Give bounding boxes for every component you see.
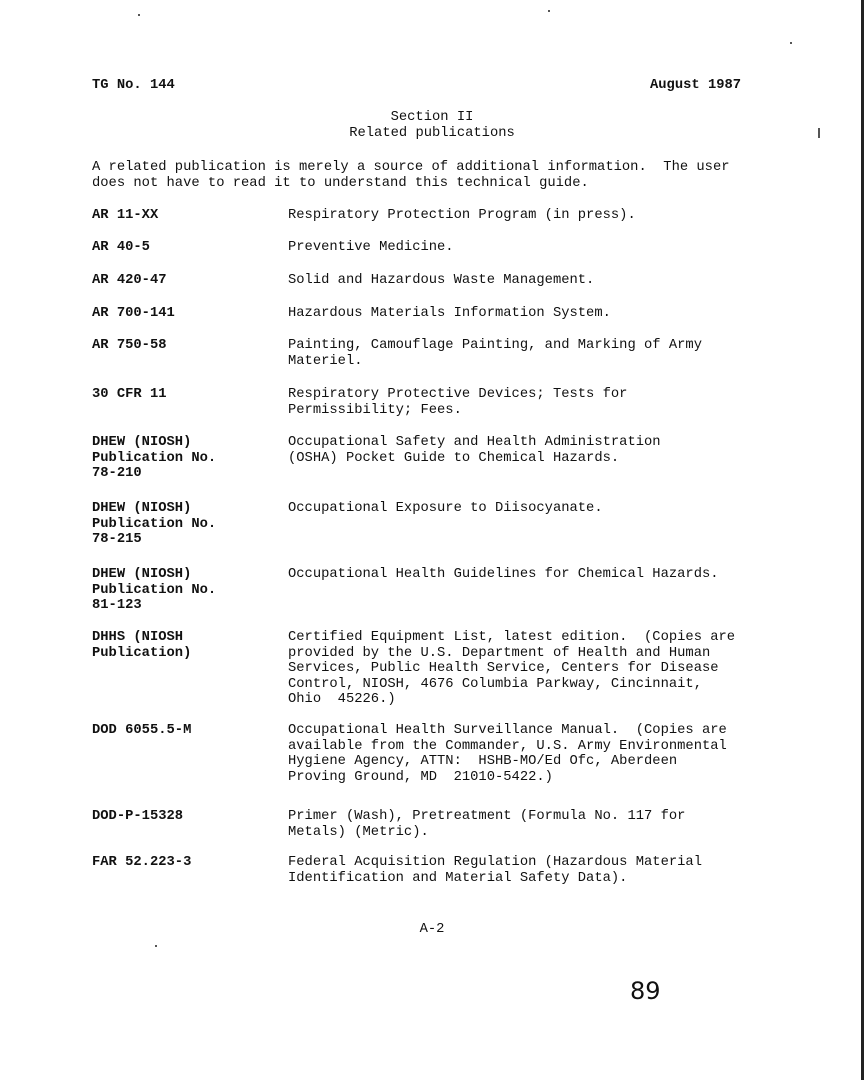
publication-description: Respiratory Protection Program (in press). — [288, 208, 636, 223]
publication-reference: DHEW (NIOSH) Publication No. 81-123 — [92, 567, 217, 613]
publication-description: Respiratory Protective Devices; Tests for Permissibility; Fees. — [288, 387, 628, 418]
section-number: Section II — [390, 110, 474, 125]
publication-description: Painting, Camouflage Painting, and Marking of Army Materiel. — [288, 338, 702, 369]
publication-reference: AR 40-5 — [92, 240, 150, 255]
publication-reference: DOD 6055.5-M — [92, 723, 192, 738]
handwritten-page-number: 89 — [630, 977, 661, 1005]
publication-description: Occupational Health Surveillance Manual. (Copies are available from the Commander, U.S. Army Environmental Hygiene Agency, ATTN: HSHB-MO/Ed Ofc, Aberdeen Proving Ground, MD 21010-5422.) — [288, 723, 727, 785]
section-title: Related publications — [349, 126, 515, 141]
publication-reference: AR 420-47 — [92, 273, 167, 288]
publication-reference: AR 750-58 — [92, 338, 167, 353]
publication-reference: AR 11-XX — [92, 208, 159, 223]
scan-speck — [138, 14, 140, 16]
intro-line-2: does not have to read it to understand this technical guide. — [92, 176, 589, 191]
scan-speck — [548, 10, 550, 12]
publication-description: Occupational Health Guidelines for Chemical Hazards. — [288, 567, 719, 582]
publication-reference: DHHS (NIOSH Publication) — [92, 630, 192, 661]
publication-description: Preventive Medicine. — [288, 240, 454, 255]
publication-description: Solid and Hazardous Waste Management. — [288, 273, 595, 288]
publication-description: Hazardous Materials Information System. — [288, 306, 611, 321]
document-date: August 1987 — [650, 78, 742, 93]
intro-line-1: A related publication is merely a source of additional information. The user — [92, 160, 730, 175]
publication-reference: DOD-P-15328 — [92, 809, 184, 824]
publication-reference: DHEW (NIOSH) Publication No. 78-215 — [92, 501, 217, 547]
publication-reference: DHEW (NIOSH) Publication No. 78-210 — [92, 435, 217, 481]
publication-reference: 30 CFR 11 — [92, 387, 167, 402]
publication-description: Primer (Wash), Pretreatment (Formula No. 117 for Metals) (Metric). — [288, 809, 686, 840]
publication-description: Occupational Safety and Health Administration (OSHA) Pocket Guide to Chemical Hazards. — [288, 435, 661, 466]
scan-speck — [155, 945, 157, 947]
publication-reference: AR 700-141 — [92, 306, 175, 321]
page-label: A-2 — [419, 922, 445, 937]
publication-description: Federal Acquisition Regulation (Hazardous Material Identification and Material Safety Data). — [288, 855, 702, 886]
publication-reference: FAR 52.223-3 — [92, 855, 192, 870]
scan-speck — [790, 42, 792, 44]
document-number: TG No. 144 — [92, 78, 175, 93]
publication-description: Occupational Exposure to Diisocyanate. — [288, 501, 603, 516]
publication-description: Certified Equipment List, latest edition. (Copies are provided by the U.S. Department of Health and Human Services, Public Health Service, Centers for Disease Control, NIOSH, 4676 Columbia Parkway, Cincinnait, Ohio 45226.) — [288, 630, 736, 707]
